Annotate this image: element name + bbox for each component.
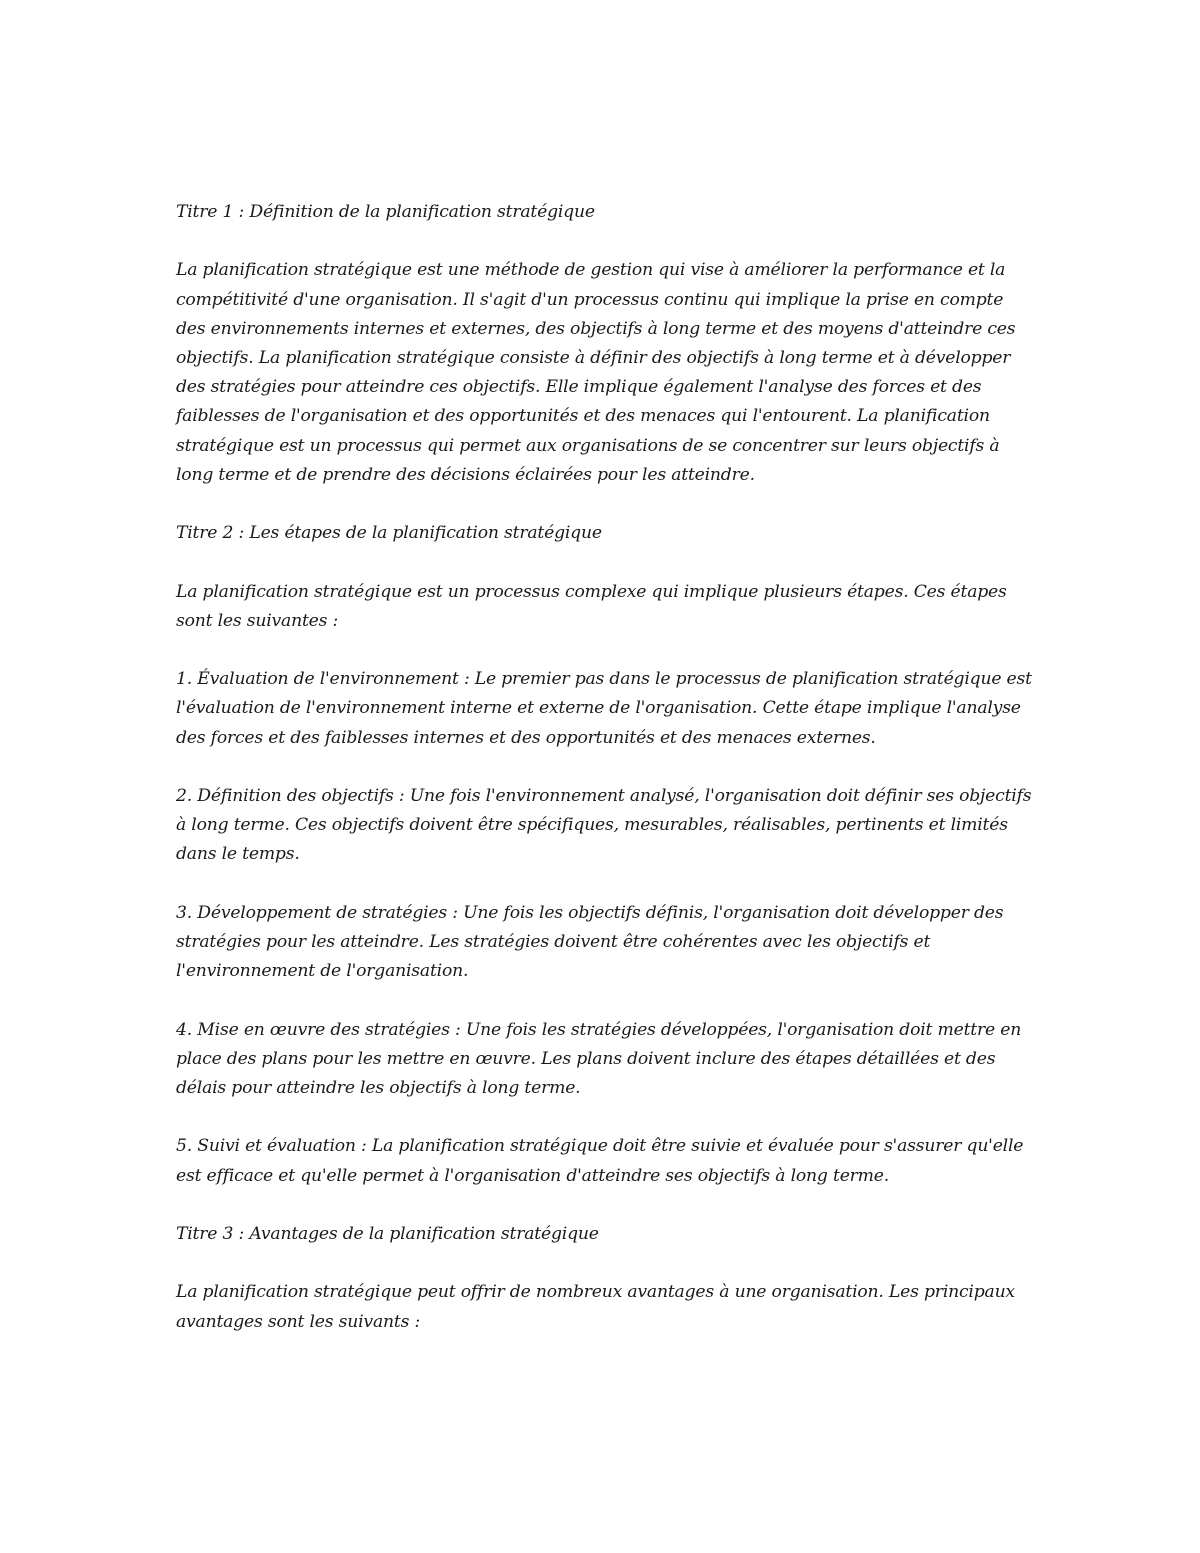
step-4-paragraph: 4. Mise en œuvre des stratégies : Une fois les stratégies développées, l'organisation doit mettre en place des plans pour les mettre en œuvre. Les plans doivent inclure des étapes détaillées et des délais pour atteindre les objectifs à long terme. — [176, 1019, 1022, 1098]
section-2-intro: La planification stratégique est un processus complexe qui implique plusieurs étapes. Ces étapes sont les suivantes : — [176, 581, 1007, 631]
section-2-title: Titre 2 : Les étapes de la planification stratégique — [176, 523, 602, 544]
section-1-title: Titre 1 : Définition de la planification stratégique — [176, 202, 595, 222]
step-1-paragraph: 1. Évaluation de l'environnement : Le premier pas dans le processus de planification stratégique est l'évaluation de l'environnement interne et externe de l'organisation. Cette étape implique l'analyse des forces et des faiblesses internes et des opportunités et des menaces externes. — [176, 669, 1032, 748]
section-1-paragraph: La planification stratégique est une méthode de gestion qui vise à améliorer la performance et la compétitivité d'une organisation. Il s'agit d'un processus continu qui implique la prise en compte des environnements internes et externes, des objectifs à long terme et des moyens d'atteindre ces objectifs. La planification stratégique consiste à définir des objectifs à long terme et à développer des stratégies pour atteindre ces objectifs. Elle implique également l'analyse des forces et des faiblesses de l'organisation et des opportunités et des menaces qui l'entourent. La planification stratégique est un processus qui permet aux organisations de se concentrer sur leurs objectifs à long terme et de prendre des décisions éclairées pour les atteindre. — [176, 260, 1016, 485]
step-2-paragraph: 2. Définition des objectifs : Une fois l'environnement analysé, l'organisation doit définir ses objectifs à long terme. Ces objectifs doivent être spécifiques, mesurables, réalisables, pertinents et limités dans le temps. — [176, 785, 1032, 865]
section-3-intro: La planification stratégique peut offrir de nombreux avantages à une organisation. Les principaux avantages sont les suivants : — [176, 1282, 1015, 1332]
section-3-title: Titre 3 : Avantages de la planification stratégique — [176, 1223, 599, 1244]
document-body — [176, 198, 1036, 1366]
step-3-paragraph: 3. Développement de stratégies : Une fois les objectifs définis, l'organisation doit développer des stratégies pour les atteindre. Les stratégies doivent être cohérentes avec les objectifs et l'environnement de l'organisation. — [176, 902, 1004, 982]
step-5-paragraph: 5. Suivi et évaluation : La planification stratégique doit être suivie et évaluée pour s'assurer qu'elle est efficace et qu'elle permet à l'organisation d'atteindre ses objectifs à long terme. — [176, 1136, 1024, 1186]
